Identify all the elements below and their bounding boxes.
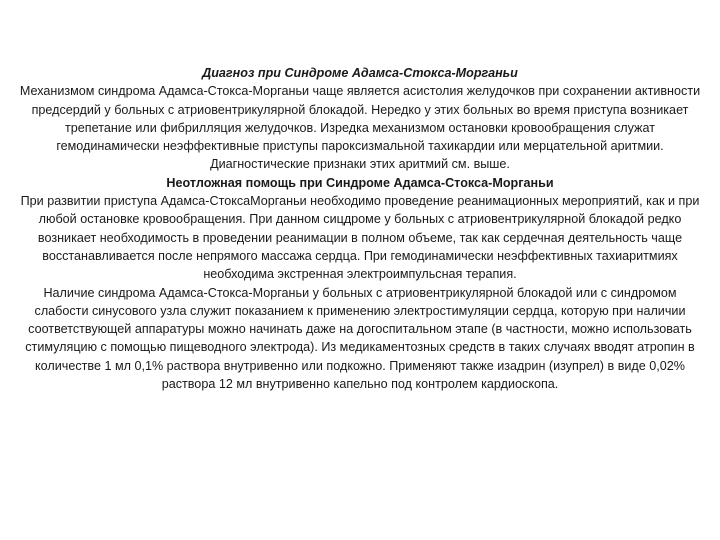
document-subtitle: Неотложная помощь при Синдроме Адамса-Стокса-Морганьи — [166, 175, 554, 190]
slide-text-block — [18, 64, 702, 393]
paragraph-treatment: Наличие синдрома Адамса-Стокса-Морганьи у больных с атриовентрикулярной блокадой или с синдромом слабости синусового узла служит показанием к применению электростимуляции сердца, которую при наличии соответствующей аппаратуры можно начинать даже на догоспитальном этапе (в частности, можно использовать стимуляцию с помощью пищеводного электрода). Из медикаментозных средств в таких случаях вводят атропин в количестве 1 мл 0,1% раствора внутривенно или подкожно. Применяют также изадрин (изупрел) в виде 0,02% раствора 12 мл внутривенно капельно под контролем кардиоскопа. — [25, 285, 695, 392]
document-title: Диагноз при Синдроме Адамса-Стокса-Морганьи — [202, 66, 518, 80]
paragraph-mechanism: Механизмом синдрома Адамса-Стокса-Морганьи чаще является асистолия желудочков при сохранении активности предсердий у больных с атриовентрикулярной блокадой. Нередко у этих больных во время приступа возникает трепетание или фибрилляция желудочков. Изредка механизмом остановки кровообращения служат гемодинамически неэффективные приступы пароксизмальной тахикардии или мерцательной аритмии. Диагностические признаки этих аритмий см. выше. — [19, 84, 701, 172]
paragraph-emergency-care: При развитии приступа Адамса-СтоксаМорганьи необходимо проведение реанимационных мероприятий, как и при любой остановке кровообращения. При данном сицдроме у больных с атриовентрикулярной блокадой редко возникает необходимость в проведении реанимации в полном объеме, так как сердечная деятельность чаще восстанавливается после непрямого массажа сердца. При гемодинамически неэффективных тахиаритмиях необходима экстренная электроимпульсная терапия. — [20, 194, 700, 282]
